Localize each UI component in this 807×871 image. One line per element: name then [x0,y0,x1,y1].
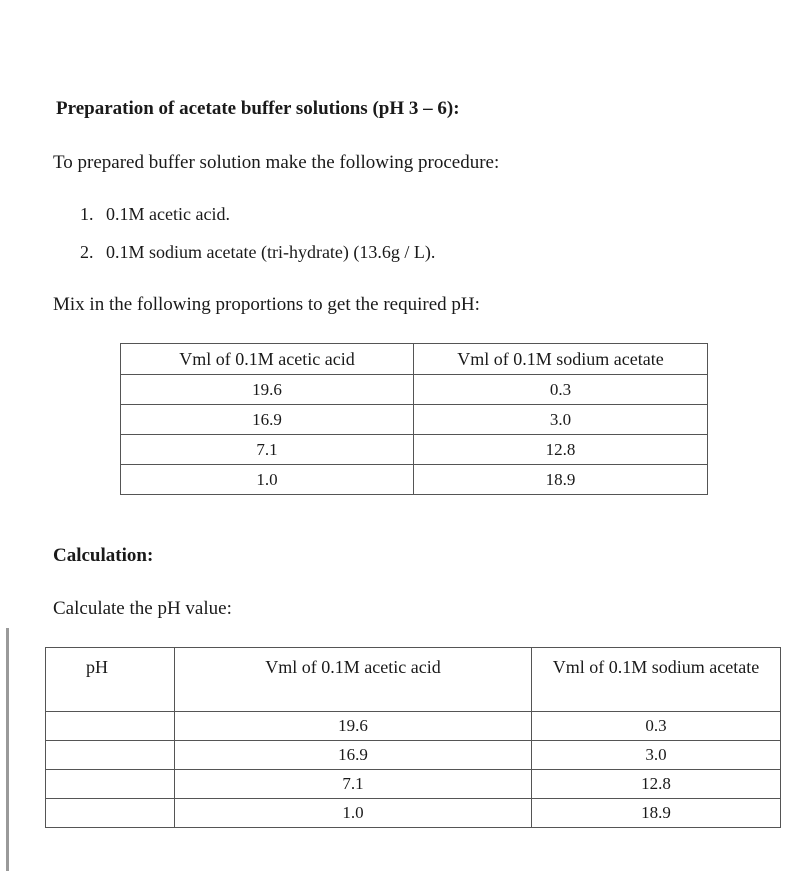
table-row [121,435,708,465]
header-acetic-acid: Vml of 0.1M acetic acid [121,344,414,375]
table-header-row [46,648,781,712]
sodium-acetate-cell: 3.0 [532,741,781,770]
acetic-acid-cell: 19.6 [175,712,532,741]
intro-text: To prepared buffer solution make the following procedure: [53,152,500,173]
calculate-instruction: Calculate the pH value: [53,598,232,619]
list-item [80,204,230,225]
list-text: 0.1M acetic acid. [106,204,230,224]
header-sodium-acetate: Vml of 0.1M sodium acetate [414,344,708,375]
table-row [46,799,781,828]
acetic-acid-cell: 19.6 [121,375,414,405]
left-edge-bar [6,628,9,871]
acetic-acid-cell: 16.9 [121,405,414,435]
table-row [121,405,708,435]
sodium-acetate-cell: 12.8 [414,435,708,465]
list-item [80,242,435,263]
sodium-acetate-cell: 18.9 [414,465,708,495]
header-ph: pH [46,648,175,712]
ph-cell [46,712,175,741]
acetic-acid-cell: 1.0 [121,465,414,495]
ph-cell [46,770,175,799]
ph-cell [46,799,175,828]
mix-instruction: Mix in the following proportions to get the required pH: [53,294,480,315]
table-row [121,375,708,405]
calculation-heading: Calculation: [53,545,154,566]
header-sodium-acetate: Vml of 0.1M sodium acetate [532,648,781,712]
page-title: Preparation of acetate buffer solutions (pH 3 – 6): [56,98,460,119]
list-text: 0.1M sodium acetate (tri-hydrate) (13.6g / L). [106,242,436,262]
acetic-acid-cell: 16.9 [175,741,532,770]
list-number: 1. [80,204,94,224]
acetic-acid-cell: 7.1 [121,435,414,465]
table-row [46,712,781,741]
sodium-acetate-cell: 18.9 [532,799,781,828]
sodium-acetate-cell: 0.3 [532,712,781,741]
table-row [46,741,781,770]
sodium-acetate-cell: 0.3 [414,375,708,405]
sodium-acetate-cell: 12.8 [532,770,781,799]
table-row [121,465,708,495]
table-row [46,770,781,799]
table-header-row [121,344,708,375]
ph-cell [46,741,175,770]
header-acetic-acid: Vml of 0.1M acetic acid [175,648,532,712]
calculation-table [45,647,781,828]
proportions-table [120,343,708,495]
acetic-acid-cell: 1.0 [175,799,532,828]
sodium-acetate-cell: 3.0 [414,405,708,435]
list-number: 2. [80,242,94,262]
acetic-acid-cell: 7.1 [175,770,532,799]
